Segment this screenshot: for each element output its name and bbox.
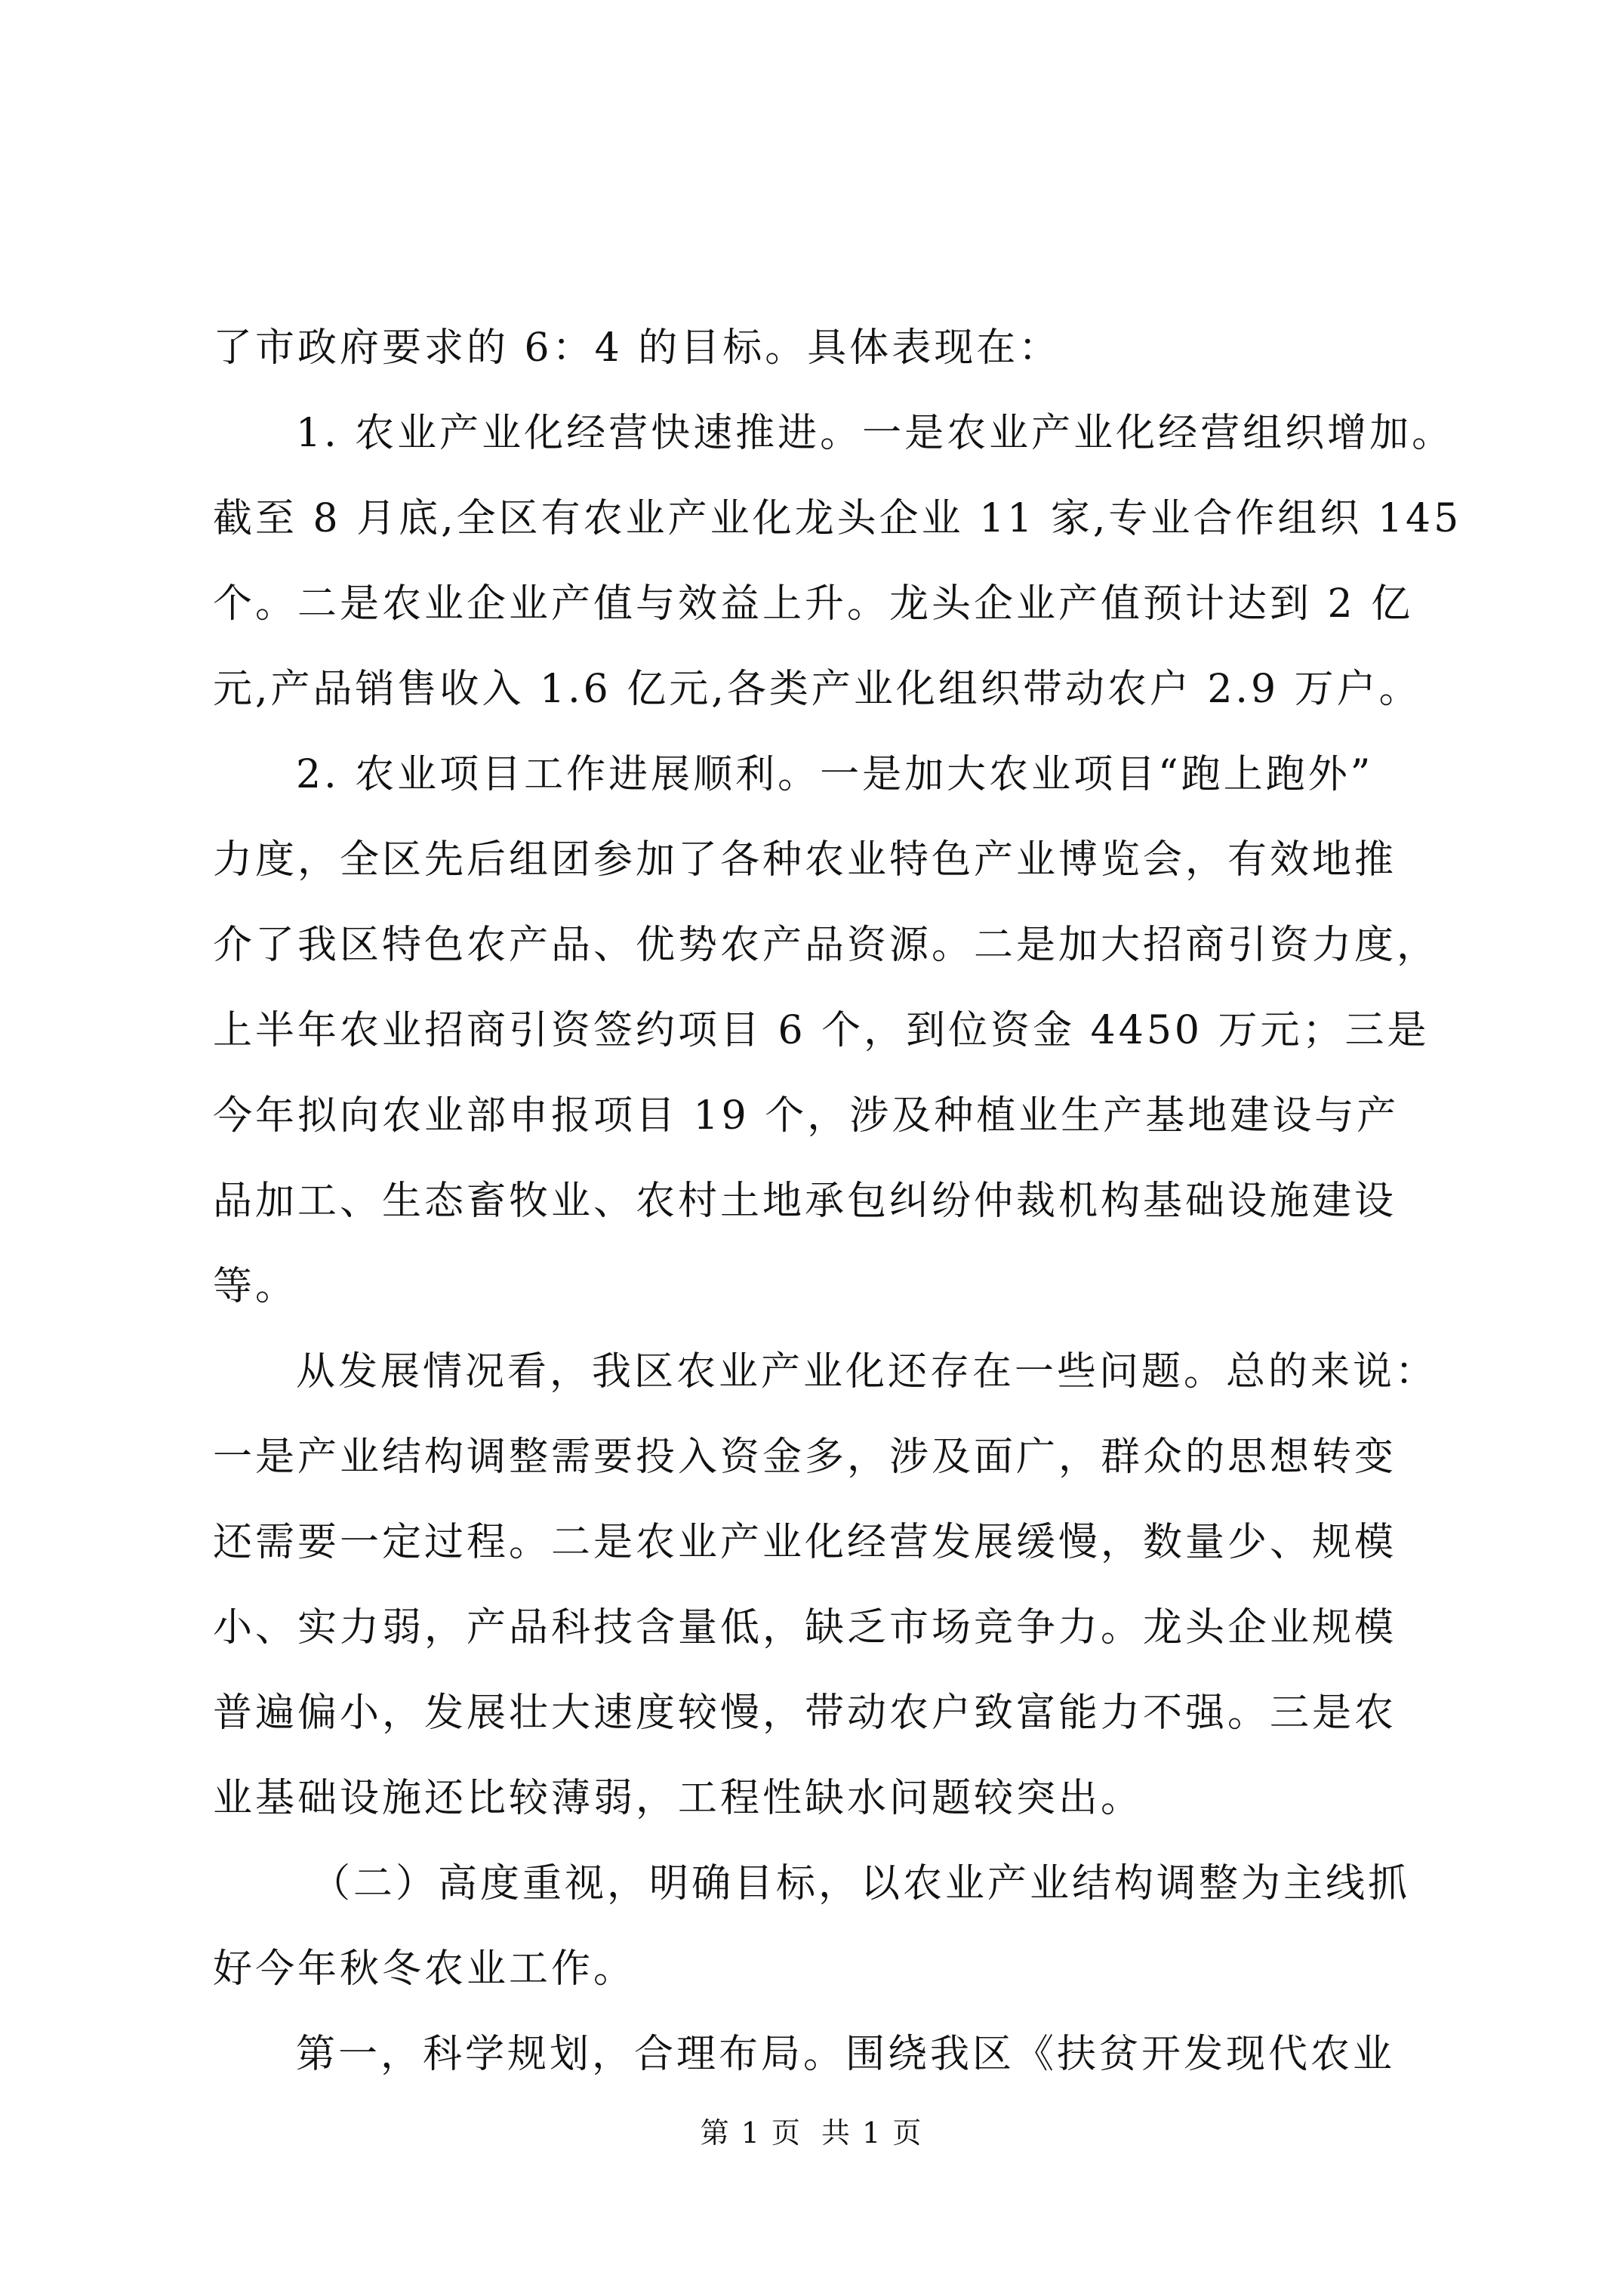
text-line: 今年拟向农业部申报项目 19 个，涉及种植业生产基地建设与产 (213, 1093, 1400, 1139)
text-line: 了市政府要求的 6：4 的目标。具体表现在： (213, 325, 1061, 371)
text-line: 品加工、生态畜牧业、农村土地承包纠纷仲裁机构基础设施建设 (213, 1179, 1397, 1224)
text-line: （二）高度重视，明确目标，以农业产业结构调整为主线抓 (311, 1861, 1411, 1906)
text-line: 业基础设施还比较薄弱，工程性缺水问题较突出。 (213, 1776, 1144, 1821)
text-line: 1. 农业产业化经营快速推进。一是农业产业化经营组织增加。 (296, 411, 1455, 456)
text-line: 好今年秋冬农业工作。 (213, 1946, 636, 1992)
text-line: 小、实力弱，产品科技含量低，缺乏市场竞争力。龙头企业规模 (213, 1605, 1397, 1650)
text-line: 2. 农业项目工作进展顺利。一是加大农业项目“跑上跑外” (296, 752, 1374, 797)
text-line: 上半年农业招商引资签约项目 6 个，到位资金 4450 万元；三是 (213, 1008, 1430, 1053)
text-line: 一是产业结构调整需要投入资金多，涉及面广，群众的思想转变 (213, 1435, 1397, 1480)
text-line: 个。二是农业企业产值与效益上升。龙头企业产值预计达到 2 亿 (213, 581, 1414, 627)
text-line: 截至 8 月底,全区有农业产业化龙头企业 11 家,专业合作组织 145 (213, 496, 1462, 541)
text-line: 第一，科学规划，合理布局。围绕我区《扶贫开发现代农业 (296, 2032, 1396, 2077)
page-total: 共 1 页 (821, 2116, 923, 2150)
page-footer (0, 2114, 1623, 2152)
page-number: 第 1 页 (700, 2116, 802, 2150)
text-line: 力度，全区先后组团参加了各种农业特色产业博览会，有效地推 (213, 837, 1397, 883)
text-line: 从发展情况看，我区农业产业化还存在一些问题。总的来说： (296, 1349, 1438, 1395)
document-body (213, 306, 1462, 2097)
text-line: 普遍偏小，发展壮大速度较慢，带动农户致富能力不强。三是农 (213, 1690, 1397, 1736)
text-line: 介了我区特色农产品、优势农产品资源。二是加大招商引资力度， (213, 923, 1440, 968)
text-line: 元,产品销售收入 1.6 亿元,各类产业化组织带动农户 2.9 万户。 (213, 667, 1421, 712)
text-line: 等。 (213, 1264, 298, 1309)
text-line: 还需要一定过程。二是农业产业化经营发展缓慢，数量少、规模 (213, 1520, 1397, 1565)
